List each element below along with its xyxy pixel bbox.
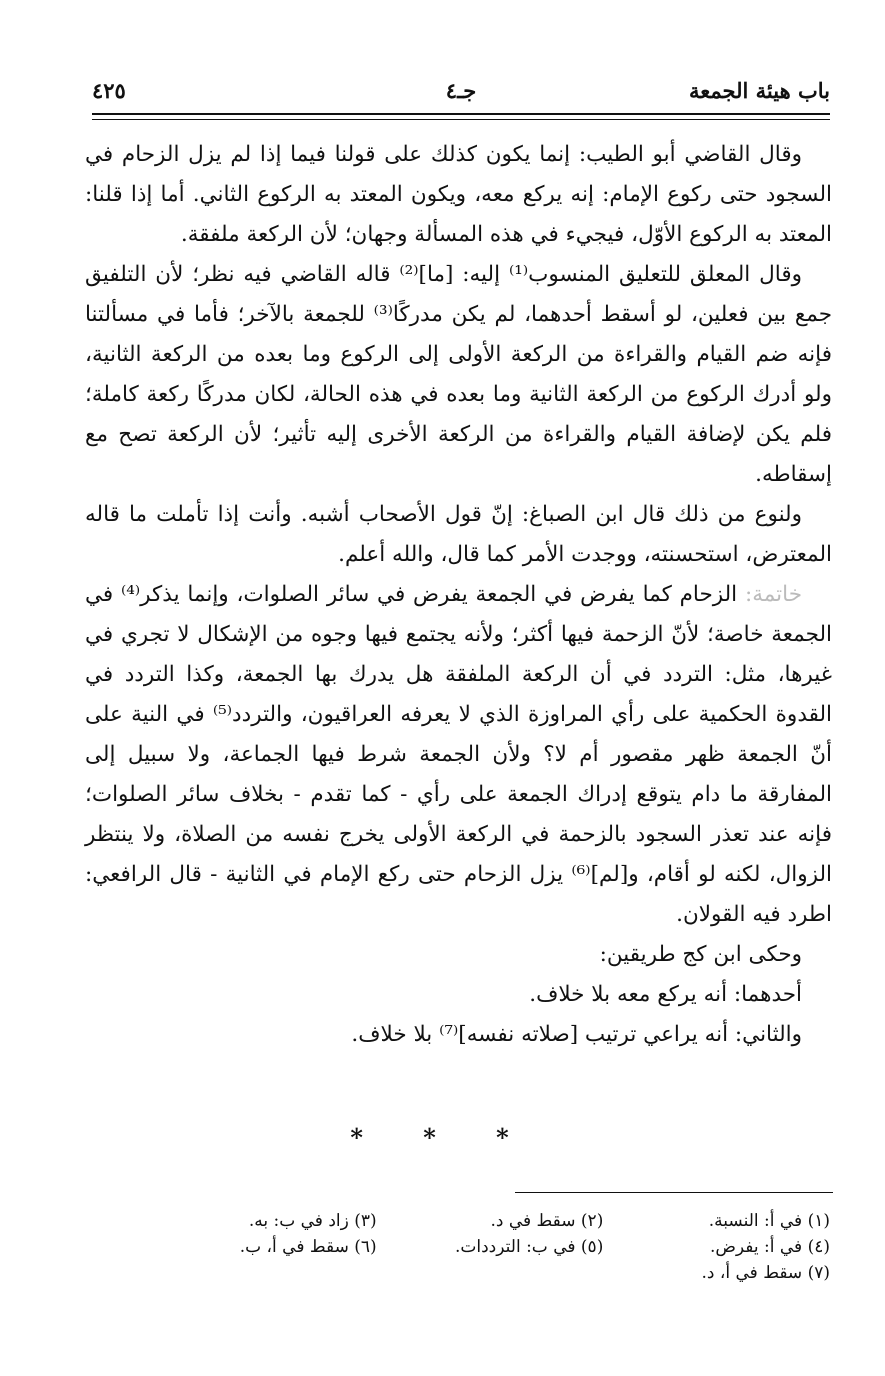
paragraph-5: وحكى ابن كج طريقين: <box>599 942 802 967</box>
footnote-1: (١) في أ: النسبة. <box>708 1211 830 1231</box>
paragraph-3: ولنوع من ذلك قال ابن الصباغ: إنّ قول الأصحاب أشبه. وأنت إذا تأملت ما قاله المعترض، استحسنته، ووجدت الأمر كما قال، والله أعلم. <box>85 502 832 567</box>
footnotes <box>150 1208 830 1286</box>
page-number: ٤٢٥ <box>92 78 126 103</box>
volume-number: جـ٤ <box>445 78 477 103</box>
paragraph-4-text: الزحام كما يفرض في الجمعة يفرض في سائر الصلوات، وإنما يذكر⁽⁴⁾ في الجمعة خاصة؛ لأنّ الزحمة فيها أكثر؛ ولأنه يجتمع فيها وجوه من الإشكال لا تجري في غيرها، مثل: التردد في أن الركعة الملفقة هل يدرك بها الجمعة، وكذا التردد في القدوة الحكمية على رأي المراوزة الذي لا يعرفه العراقيون، والتردد⁽⁵⁾ في النية على أنّ الجمعة ظهر مقصور أم لا؟ ولأن الجمعة شرط فيها الجماعة، ولا سبيل إلى المفارقة ما دام يتوقع إدراك الجمعة على رأي - كما تقدم - بخلاف سائر الصلوات؛ فإنه عند تعذر السجود بالزحمة في الركعة الأولى يخرج نفسه من الصلاة، ولا ينتظر الزوال، لكنه لو أقام، و[لم]⁽⁶⁾ يزل الزحام حتى ركع الإمام في الثانية - قال الرافعي: اطرد فيه القولان. <box>85 582 832 927</box>
footnote-row <box>150 1208 830 1234</box>
paragraph-1: وقال القاضي أبو الطيب: إنما يكون كذلك على قولنا فيما إذا لم يزل الزحام في السجود حتى ركوع الإمام: إنه يركع معه، ويكون المعتد به الركوع الثاني. أما إذا قلنا: المعتد به الركوع الأوّل، فيجيء في هذه المسألة وجهان؛ لأن الركعة ملفقة. <box>85 142 832 247</box>
footnote-6: (٦) سقط في أ، ب. <box>239 1237 377 1257</box>
paragraph-4 <box>85 575 832 935</box>
paragraph-2: وقال المعلق للتعليق المنسوب⁽¹⁾ إليه: [ما]⁽²⁾ قاله القاضي فيه نظر؛ لأن التلفيق جمع بين فعلين، لو أسقط أحدهما، لم يكن مدركًا⁽³⁾ للجمعة بالآخر؛ فأما في مسألتنا فإنه ضم القيام والقراءة من الركعة الأولى إلى الركوع وما بعده من الركعة الثانية، ولو أدرك الركوع من الركعة الثانية وما بعده في هذه الحالة، لكان مدركًا ركعة كاملة؛ فلم يكن لإضافة القيام والقراءة من الركعة الأخرى إليه تأثير؛ لأن الركعة تصح مع إسقاطه. <box>85 262 832 487</box>
section-separator: * * * <box>350 1123 535 1152</box>
footnote-row <box>150 1260 830 1286</box>
header-rule-thin <box>92 119 830 120</box>
footnote-row <box>150 1234 830 1260</box>
footnote-rule <box>515 1192 833 1193</box>
footnote-7: (٧) سقط في أ، د. <box>701 1263 830 1283</box>
header-rule-thick <box>92 113 830 115</box>
khatima-label: خاتمة: <box>744 582 802 607</box>
chapter-title: باب هيئة الجمعة <box>689 78 830 103</box>
footnote-3: (٣) زاد في ب: به. <box>248 1211 377 1231</box>
paragraph-6: أحدهما: أنه يركع معه بلا خلاف. <box>529 982 802 1007</box>
paragraph-7: والثاني: أنه يراعي ترتيب [صلاته نفسه]⁽⁷⁾ بلا خلاف. <box>351 1022 802 1047</box>
running-header <box>92 78 830 112</box>
footnote-5: (٥) في ب: الترددات. <box>454 1237 604 1257</box>
footnote-2: (٢) سقط في د. <box>490 1211 604 1231</box>
main-text <box>85 135 832 1055</box>
footnote-4: (٤) في أ: يفرض. <box>709 1237 830 1257</box>
